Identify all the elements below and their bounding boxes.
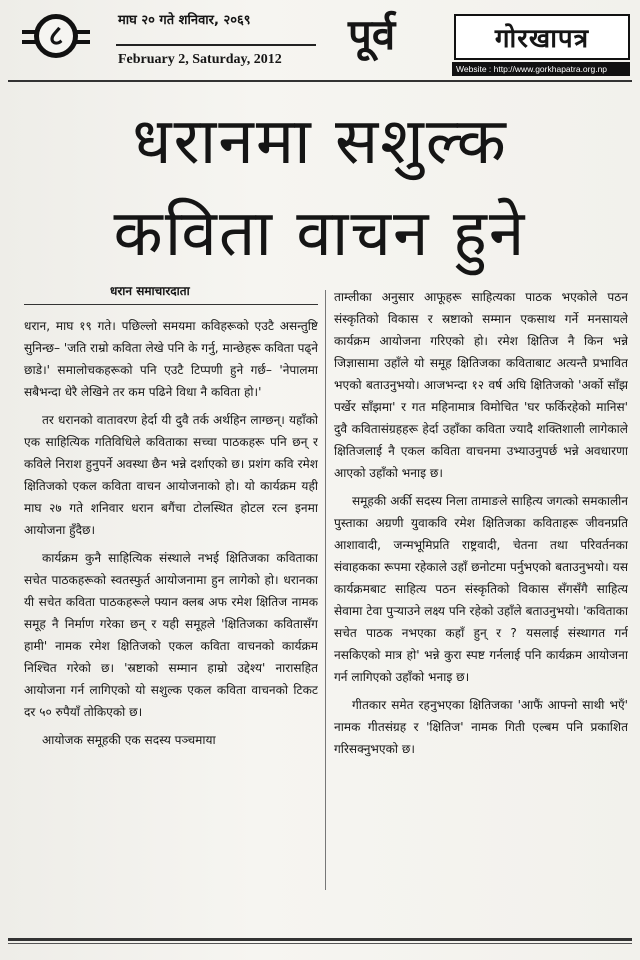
footer-rule (8, 938, 632, 941)
footer-rule-thin (8, 943, 632, 944)
page-number-badge (24, 8, 92, 70)
website-url: Website : http://www.gorkhapatra.org.np (452, 62, 630, 76)
newspaper-logo: गोरखापत्र (454, 14, 630, 60)
paragraph: धरान, माघ १९ गते। पछिल्लो समयमा कविहरूको एउटै असन्तुष्टि सुनिन्छ– 'जति राम्रो कविता लेखे पनि के गर्नु, मान्छेहरू कविता पढ्ने छाडे।' समालोचकहरूको पनि एउटै टिप्पणी हुने गर्छ– 'नेपालमा सबैभन्दा धेरै लेखिने तर कम पढिने विधा नै कविता हो।' (24, 319, 318, 399)
column-divider (325, 290, 326, 890)
date-nepali: माघ २० गते शनिवार, २०६९ (118, 13, 251, 28)
paragraph: समूहकी अर्की सदस्य निला तामाङले साहित्य जगत्को समकालीन पुस्ताका अग्रणी युवाकवि रमेश क्षितिजका कविताहरू जीवनप्रति आशावादी, जन्मभूमिप्रति राष्ट्रवादी, चेतना तथा परिवर्तनका संवाहकका रूपमा रहेकाले उहाँ छनोटमा पर्नुभएको बताउनुभयो। यस कार्यक्रमबाट साहित्य पठन संस्कृतिको विकास सँगसँगै साहित्य सेवामा टेवा पुऱ्याउने लक्ष्य पनि रहेको उहाँले बताउनुभयो। 'कविताका सचेत पाठक नभएका कहाँ हुन् र ? यसलाई संस्थागत गर्न नसकिएको मात्र हो' भन्ने कुरा स्पष्ट गर्नलाई पनि कार्यक्रम आयोजना गर्न लागिएको उहाँको भनाइ छ। (334, 494, 628, 684)
paragraph: ताम्लीका अनुसार आफूहरू साहित्यका पाठक भएकोले पठन संस्कृतिको विकास र स्रष्टाको सम्मान एकसाथ गर्ने मनसायले कार्यक्रम आयोजना गरिएको हो। रमेश क्षितिज नै किन भन्ने जिज्ञासामा उहाँले यो समूह क्षितिजका कविताबाट अत्यन्तै प्रभावित भएको बताउनुभयो। आजभन्दा १२ वर्ष अघि क्षितिजको 'अर्को साँझ पर्खेर साँझमा' र गत महिनामात्र विमोचित 'घर फर्किरहेको मानिस' दुवै कवितासंग्रहहरू हेर्दा उहाँका कविता ज्यादै शक्तिशाली लागेकाले क्षितिजलाई नै एकल कविता वाचनमा उभ्याउनुपर्छ भन्ने अवधारणा आएको उहाँको भनाइ छ। (334, 290, 628, 480)
paragraph: कार्यक्रम कुनै साहित्यिक संस्थाले नभई क्षितिजका कविताका सचेत पाठकहरूको स्वतस्फुर्त आयोजनामा हुन लागेको हो। धरानका यी सचेत कविता पाठकहरूले फ्यान क्लब अफ रमेश क्षितिज नामक समूह नै निर्माण गरेका छन् र यही समूहले 'क्षितिजका कवितासँग हामी' नामक रमेश क्षितिजको एकल कविता वाचनको कार्यक्रम निश्चित गरेको छ। 'स्रष्टाको सम्मान हाम्रो उद्देश्य' नारासहित आयोजना गर्न लागिएको यो सशुल्क एकल कविता वाचनको टिकट दर ५० रुपैयाँ तोकिएको छ। (24, 551, 318, 719)
date-divider (116, 44, 316, 46)
article-column-right (334, 286, 628, 906)
byline: धरान समाचारदाता (24, 282, 318, 305)
page-number: ८ (34, 14, 78, 58)
headline-line-1: धरानमा सशुल्क (132, 105, 508, 179)
paragraph: आयोजक समूहकी एक सदस्य पञ्चमाया (42, 733, 216, 747)
article-column-left (24, 282, 318, 902)
paragraph: गीतकार समेत रहनुभएका क्षितिजका 'आफैं आफ्नो साथी भएँ' नामक गीतसंग्रह र 'क्षितिज' नामक गिती एल्बम पनि प्रकाशित गरिसक्नुभएको छ। (334, 698, 628, 756)
section-name: पूर्व (348, 10, 396, 59)
masthead-rule (8, 80, 632, 82)
headline-line-2: कविता वाचन हुने (113, 197, 527, 271)
badge-ornament-right (76, 30, 90, 44)
headline (0, 96, 640, 280)
paragraph: तर धरानको वातावरण हेर्दा यी दुवै तर्क अर्थहिन लाग्छन्। यहाँको एक साहित्यिक गतिविधिले कविताका सच्चा पाठकहरू पनि छन् र कविले निराश हुनुपर्ने अवस्था छैन भन्ने दर्शाएको छ। प्रशंग कवि रमेश क्षितिजको एकल कविता वाचन आयोजनाको हो। यो कार्यक्रम यही माघ २७ गते शनिवार धरान बगैंचा टोलस्थित होटल रत्न इनमा आयोजना हुँदैछ। (24, 413, 318, 537)
date-english: February 2, Saturday, 2012 (118, 52, 282, 67)
